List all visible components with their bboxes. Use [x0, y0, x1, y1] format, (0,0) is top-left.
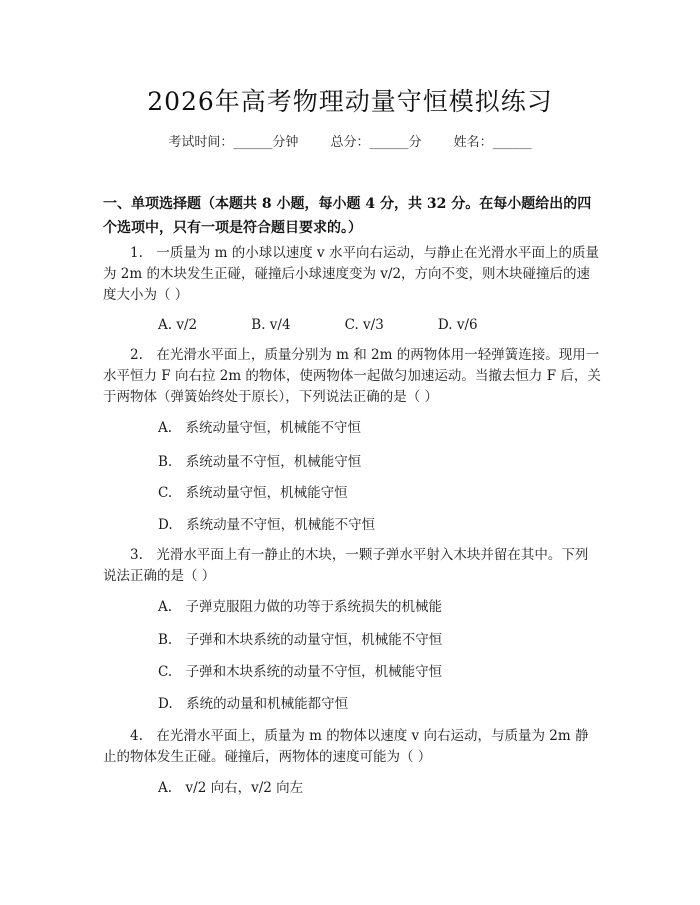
question-4-option-a: A. v/2 向右，v/2 向左	[158, 780, 304, 796]
question-1-stem: 1. 一质量为 m 的小球以速度 v 水平向右运动，与静止在光滑水平面上的质量为 2m 的木块发生正碰，碰撞后小球速度变为 v/2，方向不变，则木块碰撞后的速度大小为（ ）	[103, 245, 599, 303]
question-3-option-b: B. 子弹和木块系统的动量守恒，机械能不守恒	[158, 632, 443, 648]
question-3-option-a: A. 子弹克服阻力做的功等于系统损失的机械能	[158, 599, 443, 615]
total-score-field: 总分：______分	[330, 135, 422, 150]
question-2-option-b: B. 系统动量不守恒，机械能守恒	[158, 454, 362, 470]
question-4-stem: 4. 在光滑水平面上，质量为 m 的物体以速度 v 向右运动，与质量为 2m 静止的物体发生正碰。碰撞后，两物体的速度可能为（ ）	[103, 728, 589, 765]
question-2-option-d: D. 系统动量不守恒，机械能不守恒	[158, 517, 376, 533]
question-2-option-a: A. 系统动量守恒，机械能不守恒	[158, 420, 362, 436]
student-name-field: 姓名：______	[453, 135, 532, 150]
exam-info-line	[0, 131, 700, 150]
question-1-option-c: C. v/3	[344, 317, 384, 333]
question-1-option-a: A. v/2	[158, 317, 198, 333]
exam-time-field: 考试时间：______分钟	[168, 135, 299, 150]
question-3-stem: 3. 光滑水平面上有一静止的木块，一颗子弹水平射入木块并留在其中。下列说法正确的是（ ）	[103, 547, 589, 584]
question-3-option-d: D. 系统的动量和机械能都守恒	[158, 696, 349, 712]
question-3-option-c: C. 子弹和木块系统的动量不守恒，机械能守恒	[158, 664, 443, 680]
section-heading: 一、单项选择题（本题共 8 小题，每小题 4 分，共 32 分。在每小题给出的四个选项中，只有一项是符合题目要求的。）	[103, 196, 592, 236]
question-1-option-b: B. v/4	[251, 317, 291, 333]
question-1-options	[158, 315, 527, 335]
question-1-option-d: D. v/6	[437, 317, 478, 333]
question-2-option-c: C. 系统动量守恒，机械能守恒	[158, 485, 348, 501]
question-2-stem: 2. 在光滑水平面上，质量分别为 m 和 2m 的两物体用一轻弹簧连接。现用一水平恒力 F 向右拉 2m 的物体，使两物体一起做匀加速运动。当撤去恒力 F 后，关于两物体（弹簧始终处于原长），下列说法正确的是（ ）	[103, 347, 601, 405]
page-title: 2026年高考物理动量守恒模拟练习	[147, 87, 553, 116]
